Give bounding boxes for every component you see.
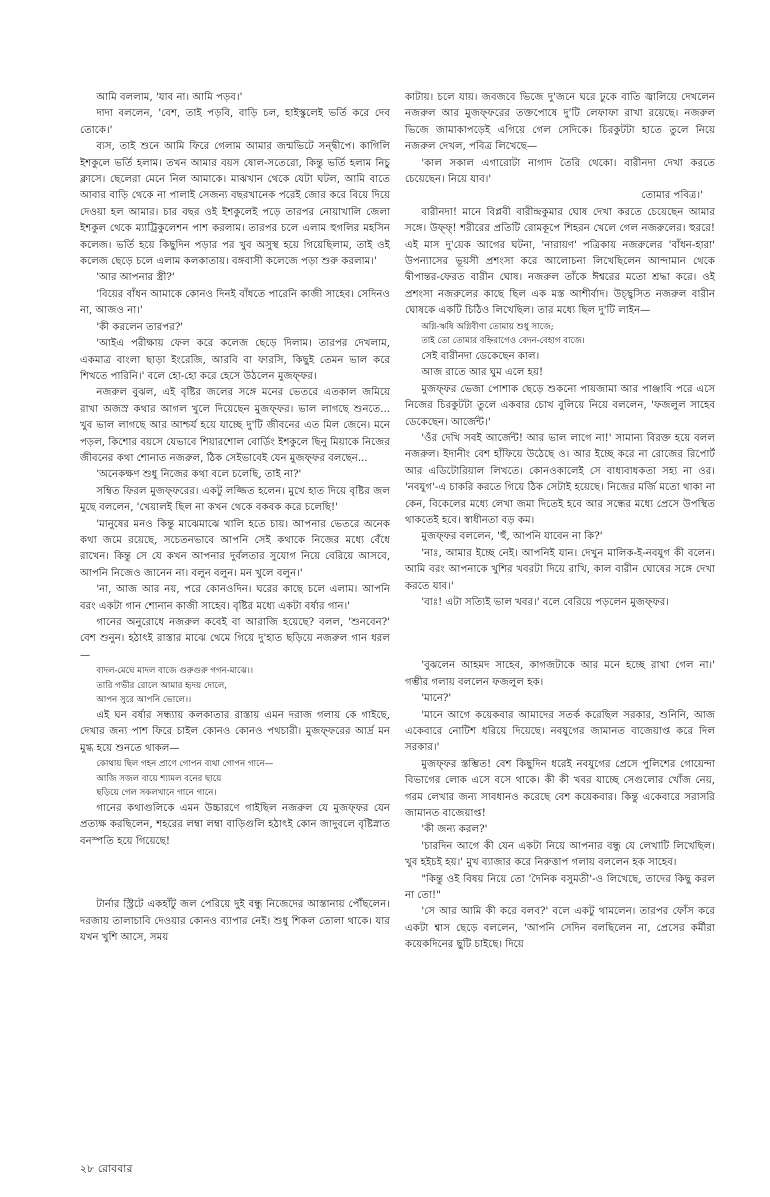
paragraph: 'চারদিন আগে কী যেন একটা নিয়ে আপনার বন্ধু যে লেখাটি লিখেছিল। খুব হইচই হয়।' মুখ ব্যাজার করে নিরুত্তাপ গলায় বললেন হক সাহেব। [405,840,715,869]
verse-line: বাদল-মেঘে মাদল বাজে গুরুগুরু গগন-মাঝে।। [96,666,254,677]
paragraph: গানের অনুরোধে নজরুল কবেই বা আরাজি হয়েছে? বলল, 'শুনবেন?' বেশ শুনুন। হঠাৎই রাস্তার মাঝে থেমে গিয়ে দু'হাত ছড়িয়ে নজরুল গান ধরল— [80,617,390,661]
paragraph: 'না, আজ আর নয়, পরে কোনওদিন। ঘরের কাছে চলে এলাম। আপনি বরং একটা গান শোনান কাজী সাহেব। বৃষ্টির মধ্যে একটা বর্ষার গান।' [80,584,390,612]
paragraph: 'কাল সকাল এগারোটা নাগাদ তৈরি থেকো। বারীনদা দেখা করতে চেয়েছেন। নিয়ে যাব।' [405,157,715,186]
section-break [405,627,715,642]
paragraph: বারীনদা! মানে বিপ্লবী বারীন্দ্রকুমার ঘোষ দেখা করতে চেয়েছেন আমার সঙ্গে। উফ্ফ্! শরীরের প্রতিটি রোমকূপে শিহরন খেলে গেল নজরুলের। হুররে! এই মাস দু'য়েক আগের ঘটনা, 'নারায়ণ' পত্রিকায় নজরুলের 'বাঁধন-হারা' উপন্যাসের ভূয়সী প্রশংসা করে আলোচনা লিখেছিলেন আন্দামান থেকে দ্বীপান্তর-ফেরত বারীন ঘোষ। নজরুল তাঁকে ঈশ্বরের মতো শ্রদ্ধা করে। ওই প্রশংসা নজরুলের কাছে ছিল এক মস্ত আশীর্বাদ। উচ্ছ্বসিত নজরুল বারীন ঘোষকে একটি চিঠিও লিখেছিল। তার মধ্যে ছিল দু'টি লাইন— [405,206,715,317]
section-break [80,866,390,881]
paragraph: আজ রাতে আর ঘুম এলে হয়! [421,367,544,379]
paragraph: "কিন্তু ওই বিষয় নিয়ে তো 'দৈনিক বসুমতী'-ও লিখেছে, তাদের কিছু করল না তো!" [405,873,715,902]
left-column [80,90,390,946]
verse-line: অগ্নি-ঋষি অগ্নিবীণা তোমায় শুধু সাজে; [421,321,554,332]
paragraph: 'অনেকক্ষণ শুধু নিজের কথা বলে চলেছি, তাই না?' [96,469,302,481]
paragraph: নজরুল বুঝল, এই বৃষ্টির জলের সঙ্গে মনের ভেতরে এতকাল জমিয়ে রাখা অজস্র কথার আগল খুলে দিয়েছেন মুজফ্ফর। ভাল লাগছে শুনতে... খুব ভাল লাগছে আর আশ্চর্য হয়ে যাচ্ছে দু'টি জীবনের এত মিল জেনে। মনে পড়ল, কিশোর বয়সে যেভাবে শিয়ারশোল বোর্ডিং ইশকুলে ছিনু মিয়াকে নিজের জীবনের কথা শোনাত নজরুল, ঠিক সেইভাবেই যেন মুজফ্ফর বলছেন... [80,387,390,464]
letter-signature: তোমার পবিত্র।' [641,190,703,202]
paragraph: মুজফ্ফর বললেন, 'হুঁ, আপনি যাবেন না কি?' [421,531,603,543]
paragraph: সম্বিত ফিরল মুজফ্ফরের। একটু লজ্জিত হলেন। মুখে হাত দিয়ে বৃষ্টির জল মুছে বললেন, 'খেয়ালই ছিল না কখন থেকে বকবক করে চলেছি!' [80,485,390,514]
paragraph: 'কী করলেন তারপর?' [96,321,184,333]
paragraph: 'সে আর আমি কী করে বলব?' বলে একটু থামলেন। তারপর ফোঁস করে একটা শ্বাস ছেড়ে বললেন, 'আপনি সেদিন বলছিলেন না, প্রেসের কর্মীরা কয়েকদিনের ছুটি চাইছে। দিয়ে [405,906,715,951]
paragraph: 'মানুষের মনও কিন্তু মাঝেমাঝে খালি হতে চায়। আপনার ভেতরে অনেক কথা জমে রয়েছে, সচেতনভাবে আপনি সেই কথাকে নিজের মধ্যে বেঁধে রাখেন। কিন্তু সে যে কখন আপনার দুর্বলতার সুযোগ নিয়ে বেরিয়ে আসবে, আপনি নিজেও জানেন না। বলুন বলুন। মন খুলে বলুন।' [80,518,390,579]
paragraph: আমি বললাম, 'যাব না। আমি পড়ব।' [96,92,243,103]
paragraph: 'বাঃ! এটা সত্যিই ভাল খবর।' বলে বেরিয়ে পড়লেন মুজফ্ফর। [421,596,670,608]
right-column [405,90,715,954]
paragraph: মুজফ্ফর ভেজা পোশাক ছেড়ে শুকনো পায়জামা আর পাঞ্জাবি পরে এসে নিজের চিরকুটটা তুলে একবার চোখ বুলিয়ে নিয়ে বললেন, 'ফজলুল সাহেব ডেকেছেন। আর্জেন্ট।' [405,383,715,428]
paragraph: কাটায়। চলে যায়। জবজবে ভিজে দু'জনে ঘরে ঢুকে বাতি জ্বালিয়ে দেখলেন নজরুল আর মুজফ্ফরের তক্তপোষে দু'টি লেফাফা রাখা রয়েছে। নজরুল ভিজে জামাকাপড়েই এগিয়ে গেল সেদিকে। চিরকুটটা হাতে তুলে নিয়ে নজরুল দেখল, পবিত্র লিখেছে— [405,92,715,153]
paragraph: 'আর আপনার স্ত্রী?' [96,272,175,284]
page-footer: ২৮ রোববার [80,1163,133,1175]
paragraph: দাদা বললেন, 'বেশ, তাই পড়বি, বাড়ি চল, হাইস্কুলেই ভর্তি করে দেব তোকে।' [80,108,390,136]
paragraph: 'মানে আগে কয়েকবার আমাদের সতর্ক করেছিল সরকার, শুনিনি, আজ একেবারে নোটিশ ধরিয়ে দিয়েছে। নবযুগের জামানত বাজেয়াপ্ত করে দিল সরকার।' [405,709,715,754]
paragraph: টার্নার স্ট্রিটে একহাঁটু জল পেরিয়ে দুই বন্ধু নিজেদের আস্তানায় পৌঁছলেন। দরজায় তালাচাবি দেওয়ার কোনও ব্যাপার নেই। শুধু শিকল তোলা থাকে। যার যখন খুশি আসে, সময় [80,899,390,944]
paragraph: ব্যস, তাই শুনে আমি ফিরে গেলাম আমার জন্মভিটে সন্দ্বীপে। কাগিলি ইশকুলে ভর্তি হলাম। তখন আমার বয়স ষোল-সতেরো, কিন্তু ভর্তি হলাম নিচু ক্লাসে। ছেলেরা মেনে নিল আমাকে। মাঝখান থেকে যেটা ঘটল, আমি বাতে আবার বাড়ি থেকে না পালাই সেজন্য বছরখানেক পরেই জোর করে বিয়ে দিয়ে দেওয়া হল আমার। চার বছর ওই ইশকুলেই পড়ে তারপর নোয়াখালি জেলা ইশকুল থেকে ম্যাট্রিকুলেশন পাশ করলাম। তারপর চলে এলাম হুগলির মহসিন কলেজ। ভর্তি হয়ে কিছুদিন পড়ার পর খুব অসুস্থ হয়ে গিয়েছিলাম, তাই ওই কলেজ ছেড়ে চলে এলাম কলকাতায়। বঙ্গবাসী কলেজে পড়া শুরু করলাম।' [80,141,390,268]
verse-line: ছড়িয়ে গেল সকলখানে গানে গানে। [96,788,217,799]
paragraph: 'মানে?' [421,693,452,705]
paragraph: গানের কথাগুলিকে এমন উচ্চারণে গাইছিল নজরুল যে মুজফ্ফর যেন প্রত্যক্ষ করছিলেন, শহরের লম্বা লম্বা বাড়িগুলি হঠাৎই কোন জাদুবলে বৃষ্টিস্নাত বনস্পতি হয়ে গিয়েছে! [80,803,390,847]
paragraph: মুজফ্ফর স্তম্ভিত! বেশ কিছুদিন ধরেই নবযুগের প্রেসে পুলিশের গোয়েন্দা বিভাগের লোক এসে বসে থাকে। কী কী খবর যাচ্ছে সেগুলোর খোঁজ নেয়, গরম লেখার জন্য সাবধানও করেছে বেশ কয়েকবার। কিন্তু একেবারে সরাসরি জামানত বাজেয়াপ্ত! [405,758,715,820]
paragraph: এই ঘন বর্ষার সন্ধ্যায় কলকাতার রাস্তায় এমন দরাজ গলায় কে গাইছে, দেখার জন্য পাশ ফিরে চাইল কোনও কোনও পথচারী। মুজফ্ফরের আর্দ্র মন মুগ্ধ হয়ে শুনতে থাকল— [80,710,390,754]
verse-line: কোথায় ছিল গহন প্রাণে গোপন ব্যথা গোপন গানে— [96,759,274,770]
paragraph: 'ওঁর দেখি সবই আর্জেন্ট! আর ভাল লাগে না!' সামান্য বিরক্ত হয়ে বলল নজরুল। ইদানীং বেশ হাঁফিয়ে উঠেছে ও। আর ইচ্ছে করে না রোজের রিপোর্ট আর এডিটোরিয়াল লিখতে। কোনওকালেই সে বাধ্যবাধকতা সহ্য না ওর। 'নবযুগ'-এ চাকরি করতে গিয়ে ঠিক সেটাই হয়েছে। নিজের মর্জি মতো থাকা না কেন, বিকেলের মধ্যে লেখা জমা দিতেই হবে আর সন্ধের মধ্যে প্রেসে উপস্থিত থাকতেই হবে। স্বাধীনতা বড় কম। [405,432,715,526]
paragraph: 'আইএ পরীক্ষায় ফেল করে কলেজ ছেড়ে দিলাম। তারপর দেখলাম, একমাত্র বাংলা ছাড়া ইংরেজি, আরবি বা ফারসি, কিছুই তেমন ভাল করে শিখতে পারিনি।' বলে হো-হো করে হেসে উঠলেন মুজফ্ফর। [80,338,390,382]
verse-line: আপন সুরে আপনি ভোলে।। [96,695,192,706]
paragraph: 'নাঃ, আমার ইচ্ছে নেই। আপনিই যান। দেখুন মালিক-ই-নবযুগ কী বলেন। আমি বরং আপনাকে খুশির খবরটা দিয়ে রাখি, কাল বারীন ঘোষের সঙ্গে দেখা করতে যাব।' [405,547,715,592]
paragraph: 'বুঝলেন আহমদ সাহেব, কাগজটাকে আর মনে হচ্ছে রাখা গেল না।' গম্ভীর গলায় বললেন ফজলুল হক। [405,660,715,688]
verse-line: তাই তো তোমার বহ্নিরাগেও বেদন-বেহাগ বাজে। [421,336,585,347]
paragraph: সেই বারীনদা ডেকেছেন কাল। [421,350,540,362]
paragraph: 'কী জন্য করল?' [421,824,488,836]
verse-line: আজি সজল বায়ে শ্যামল বনের ছায়ে [96,773,222,784]
verse-line: তারি গভীর রোলে আমার হৃদয় দোলে, [96,680,227,691]
paragraph: 'বিয়ের বাঁধন আমাকে কোনও দিনই বাঁধতে পারেনি কাজী সাহেব। সেদিনও না, আজও না।' [80,288,391,317]
